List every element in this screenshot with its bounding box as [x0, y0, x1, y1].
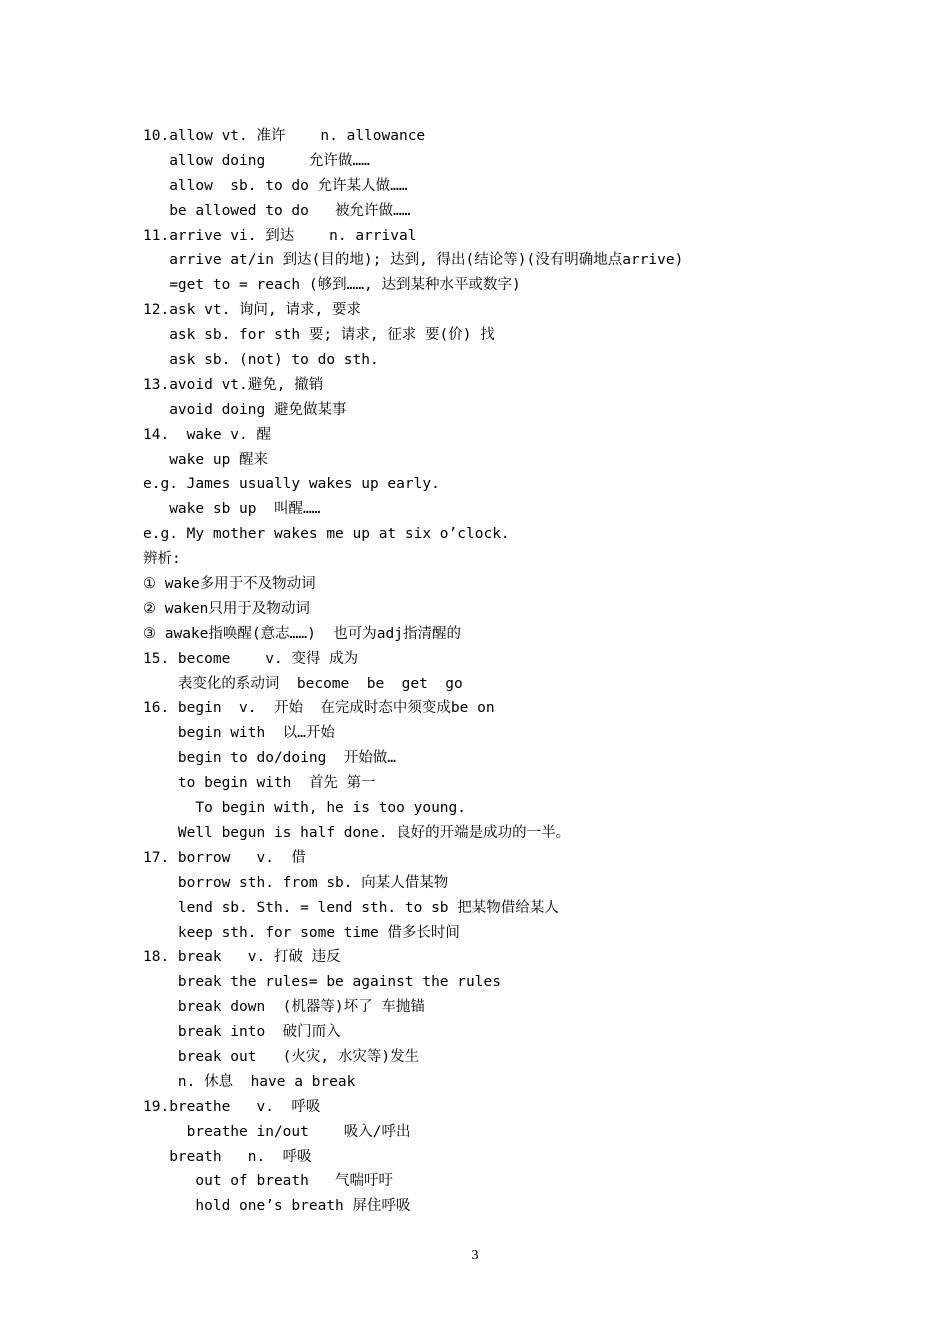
entry-line: begin with 以…开始 [143, 725, 335, 742]
entry-line: e.g. James usually wakes up early. [143, 476, 440, 493]
entry-line: be allowed to do 被允许做…… [143, 202, 411, 219]
entry-line: =get to = reach (够到……, 达到某种水平或数字) [143, 277, 521, 294]
vocabulary-notes [143, 124, 903, 1219]
entry-line: break into 破门而入 [143, 1024, 341, 1041]
entry-line: wake sb up 叫醒…… [143, 501, 321, 518]
entry-line: e.g. My mother wakes me up at six o’clock. [143, 526, 510, 543]
entry-line: out of breath 气喘吁吁 [143, 1173, 394, 1190]
entry-line: n. 休息 have a break [143, 1073, 356, 1090]
entry-line: 12.ask vt. 询问, 请求, 要求 [143, 302, 361, 319]
entry-line: 表变化的系动词 become be get go [143, 675, 463, 692]
entry-line: ask sb. for sth 要; 请求, 征求 要(价) 找 [143, 327, 495, 344]
entry-line: 18. break v. 打破 违反 [143, 949, 341, 966]
entry-line: 辨析: [143, 551, 181, 568]
entry-line: 13.avoid vt.避免, 撤销 [143, 376, 324, 393]
entry-line: 19.breathe v. 呼吸 [143, 1098, 321, 1115]
entry-line: ask sb. (not) to do sth. [143, 352, 379, 369]
entry-line: lend sb. Sth. = lend sth. to sb 把某物借给某人 [143, 899, 559, 916]
entry-line: keep sth. for some time 借多长时间 [143, 924, 460, 941]
entry-line: begin to do/doing 开始做… [143, 750, 397, 767]
entry-line: break the rules= be against the rules [143, 974, 501, 991]
entry-line: borrow sth. from sb. 向某人借某物 [143, 874, 449, 891]
entry-line: 16. begin v. 开始 在完成时态中须变成be on [143, 700, 495, 717]
entry-line: wake up 醒来 [143, 451, 269, 468]
entry-line: 11.arrive vi. 到达 n. arrival [143, 227, 417, 244]
page-number: 3 [471, 1248, 479, 1263]
entry-line: Well begun is half done. 良好的开端是成功的一半。 [143, 824, 571, 841]
entry-line: To begin with, he is too young. [143, 800, 467, 817]
entry-line: ② waken只用于及物动词 [143, 600, 310, 617]
entry-line: hold one’s breath 屏住呼吸 [143, 1198, 411, 1215]
entry-line: allow doing 允许做…… [143, 152, 370, 169]
entry-line: 17. borrow v. 借 [143, 849, 306, 866]
entry-line: arrive at/in 到达(目的地); 达到, 得出(结论等)(没有明确地点arrive) [143, 252, 684, 269]
entry-line: break out (火灾, 水灾等)发生 [143, 1048, 420, 1065]
entry-line: ③ awake指唤醒(意志……) 也可为adj指清醒的 [143, 625, 461, 642]
entry-line: breath n. 呼吸 [143, 1148, 312, 1165]
entry-line: to begin with 首先 第一 [143, 775, 376, 792]
entry-line: break down (机器等)坏了 车抛锚 [143, 999, 425, 1016]
entry-line: breathe in/out 吸入/呼出 [143, 1123, 411, 1140]
entry-line: avoid doing 避免做某事 [143, 401, 347, 418]
entry-line: ① wake多用于不及物动词 [143, 576, 316, 593]
entry-line: 10.allow vt. 准许 n. allowance [143, 128, 426, 144]
entry-line: 15. become v. 变得 成为 [143, 650, 359, 667]
entry-line: allow sb. to do 允许某人做…… [143, 177, 408, 194]
entry-line: 14. wake v. 醒 [143, 426, 271, 443]
